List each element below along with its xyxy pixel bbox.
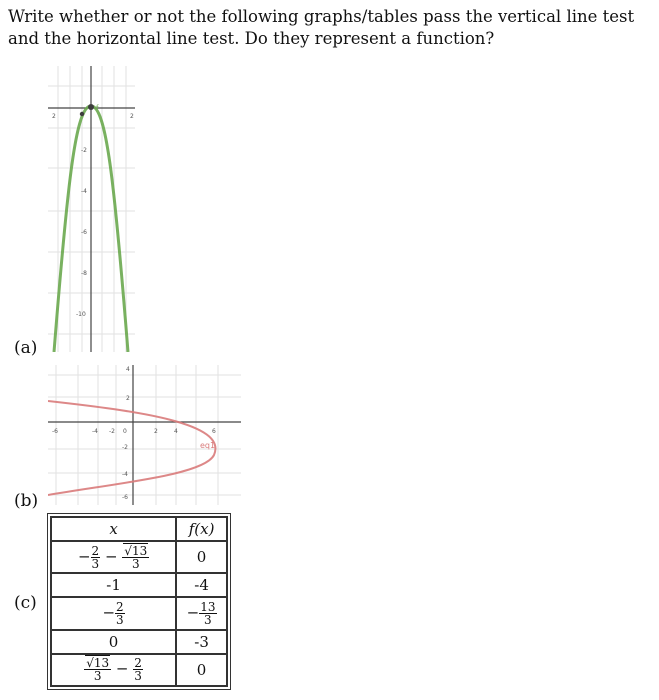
- table-row: [51, 597, 227, 629]
- graph-a: [48, 66, 135, 352]
- graph-b-x-tick: 4: [174, 428, 178, 435]
- graph-a-y-tick: -4: [81, 188, 87, 195]
- graph-a-y-tick: -6: [81, 229, 87, 236]
- graph-b-y-tick: -2: [122, 444, 128, 451]
- graph-b-x-tick: 0: [123, 428, 127, 435]
- graph-b-label: (b): [14, 491, 39, 511]
- header-fx: f(x): [176, 517, 227, 541]
- graph-b-curve-label: eq1: [200, 441, 216, 450]
- graph-b-x-tick: -4: [92, 428, 98, 435]
- graph-b-parabola: [48, 401, 215, 495]
- graph-a-vertex-point: [88, 104, 94, 110]
- graph-a-y-tick: -2: [81, 147, 87, 154]
- table-row: [51, 541, 227, 573]
- graph-a-curve-label: f: [96, 104, 99, 112]
- table-c-label: (c): [14, 593, 37, 613]
- graph-b-x-tick: 2: [154, 428, 158, 435]
- cell-x: -1: [51, 573, 176, 597]
- graph-a-x-tick: 2: [52, 113, 56, 120]
- table-row: [51, 573, 227, 597]
- graph-a-y-tick: -8: [81, 270, 87, 277]
- graph-b-y-tick: -4: [122, 471, 128, 478]
- cell-fx: − $\frac{13}{3}$: [176, 597, 227, 629]
- table-row: [51, 654, 227, 686]
- graph-b-x-tick: -6: [52, 428, 58, 435]
- graph-b-y-tick: -6: [122, 494, 128, 501]
- cell-fx: -3: [176, 630, 227, 654]
- cell-fx: -4: [176, 573, 227, 597]
- cell-x: 0: [51, 630, 176, 654]
- graph-a-y-tick: -10: [76, 311, 86, 318]
- graph-b-x-tick: 6: [212, 428, 216, 435]
- table-row: [51, 630, 227, 654]
- graph-a-intercept-point: [80, 112, 84, 116]
- cell-x: $\frac{√13}{3}$ − $\frac{2}{3}$: [51, 654, 176, 686]
- graph-a-label: (a): [14, 338, 38, 358]
- cell-fx: 0: [176, 654, 227, 686]
- header-x: x: [51, 517, 176, 541]
- cell-fx: 0: [176, 541, 227, 573]
- table-c: [50, 516, 228, 687]
- graph-b: [48, 365, 241, 505]
- cell-x: − $\frac{2}{3}$ − $\frac{√13}{3}$: [51, 541, 176, 573]
- graph-b-x-tick: -2: [109, 428, 115, 435]
- question-text: Write whether or not the following graphs/tables pass the vertical line test and the horizontal line test. Do they represent a function?: [8, 7, 635, 48]
- table-header-row: [51, 517, 227, 541]
- graph-a-x-tick: 2: [130, 113, 134, 120]
- graph-b-y-tick: 2: [126, 395, 130, 402]
- cell-x: − $\frac{2}{3}$: [51, 597, 176, 629]
- graph-b-y-tick: 4: [126, 366, 130, 373]
